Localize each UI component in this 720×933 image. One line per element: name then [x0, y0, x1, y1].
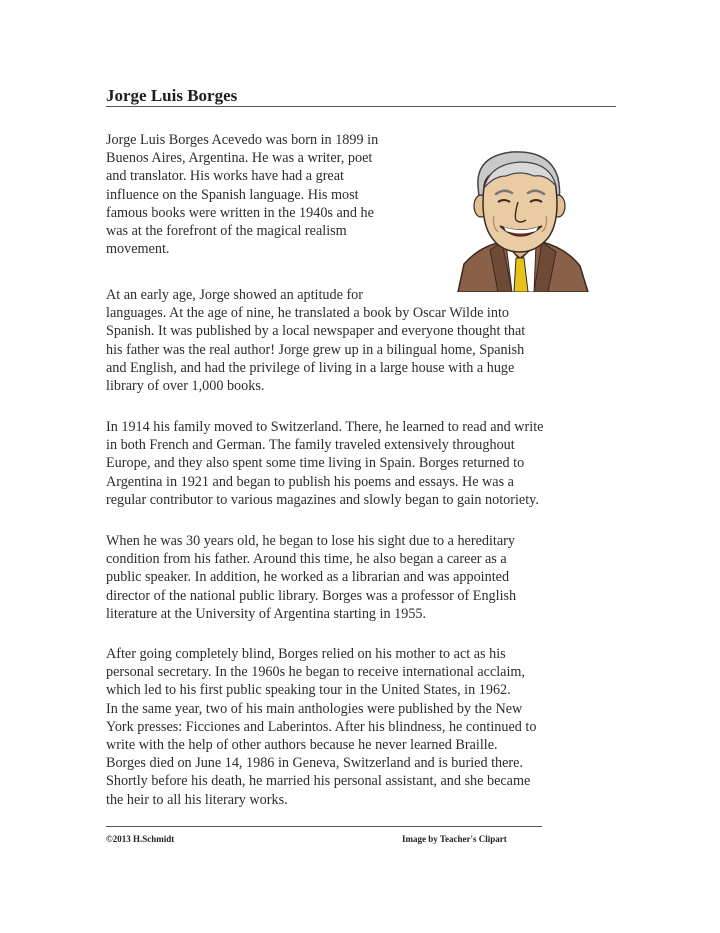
paragraph-2: [106, 286, 525, 395]
paragraph-1: [106, 131, 378, 258]
image-credit-text: Image by Teacher's Clipart: [402, 834, 507, 844]
paragraph-line: the heir to all his literary works.: [106, 791, 288, 808]
paragraph-line: York presses: Ficciones and Laberintos. After his blindness, he continued to: [106, 718, 537, 735]
paragraph-line: In the same year, two of his main anthologies were published by the New: [106, 700, 523, 717]
paragraph-line: influence on the Spanish language. His most: [106, 186, 359, 203]
paragraph-3: [106, 418, 543, 509]
paragraph-line: and English, and had the privilege of living in a large house with a huge: [106, 359, 515, 376]
paragraph-line: Spanish. It was published by a local newspaper and everyone thought that: [106, 323, 526, 340]
paragraph-line: library of over 1,000 books.: [106, 378, 265, 395]
paragraph-line: Shortly before his death, he married his personal assistant, and she became: [106, 773, 531, 790]
paragraph-line: condition from his father. Around this time, he also began a career as a: [106, 551, 507, 568]
paragraph-line: movement.: [106, 241, 170, 258]
paragraph-line: public speaker. In addition, he worked as a librarian and was appointed: [106, 569, 510, 586]
paragraph-line: regular contributor to various magazines and slowly began to gain notoriety.: [106, 491, 539, 508]
paragraph-line: Borges died on June 14, 1986 in Geneva, Switzerland and is buried there.: [106, 755, 523, 772]
paragraph-line: literature at the University of Argentina starting in 1955.: [106, 605, 427, 622]
copyright-text: ©2013 H.Schmidt: [106, 834, 175, 844]
paragraph-line: which led to his first public speaking tour in the United States, in 1962.: [106, 682, 511, 699]
paragraph-line: Europe, and they also spent some time living in Spain. Borges returned to: [106, 455, 525, 472]
paragraph-line: When he was 30 years old, he began to lose his sight due to a hereditary: [106, 533, 515, 549]
footer-rule: [106, 826, 542, 827]
borges-portrait-image: [450, 146, 590, 292]
title-rule: [106, 106, 616, 107]
paragraph-line: write with the help of other authors because he never learned Braille.: [106, 737, 498, 754]
page-title: Jorge Luis Borges: [106, 86, 238, 105]
paragraph-line: Buenos Aires, Argentina. He was a writer, poet: [106, 150, 373, 167]
paragraph-line: famous books were written in the 1940s and he: [106, 204, 374, 221]
paragraph-line: and translator. His works have had a great: [106, 168, 344, 185]
paragraph-line: Argentina in 1921 and began to publish his poems and essays. He was a: [106, 473, 514, 490]
paragraph-line: personal secretary. In the 1960s he began to receive international acclaim,: [106, 664, 526, 681]
paragraph-5: [106, 645, 536, 809]
paragraph-line: director of the national public library. Borges was a professor of English: [106, 587, 517, 604]
paragraph-4: [106, 532, 516, 623]
paragraph-line: Jorge Luis Borges Acevedo was born in 1899 in: [106, 132, 379, 148]
paragraph-line: languages. At the age of nine, he translated a book by Oscar Wilde into: [106, 305, 509, 322]
paragraph-line: At an early age, Jorge showed an aptitude for: [106, 287, 363, 303]
paragraph-line: in both French and German. The family traveled extensively throughout: [106, 437, 515, 454]
paragraph-line: was at the forefront of the magical realism: [106, 223, 347, 240]
paragraph-line: After going completely blind, Borges relied on his mother to act as his: [106, 646, 506, 662]
paragraph-line: In 1914 his family moved to Switzerland. There, he learned to read and write: [106, 419, 544, 435]
paragraph-line: his father was the real author! Jorge grew up in a bilingual home, Spanish: [106, 341, 525, 358]
